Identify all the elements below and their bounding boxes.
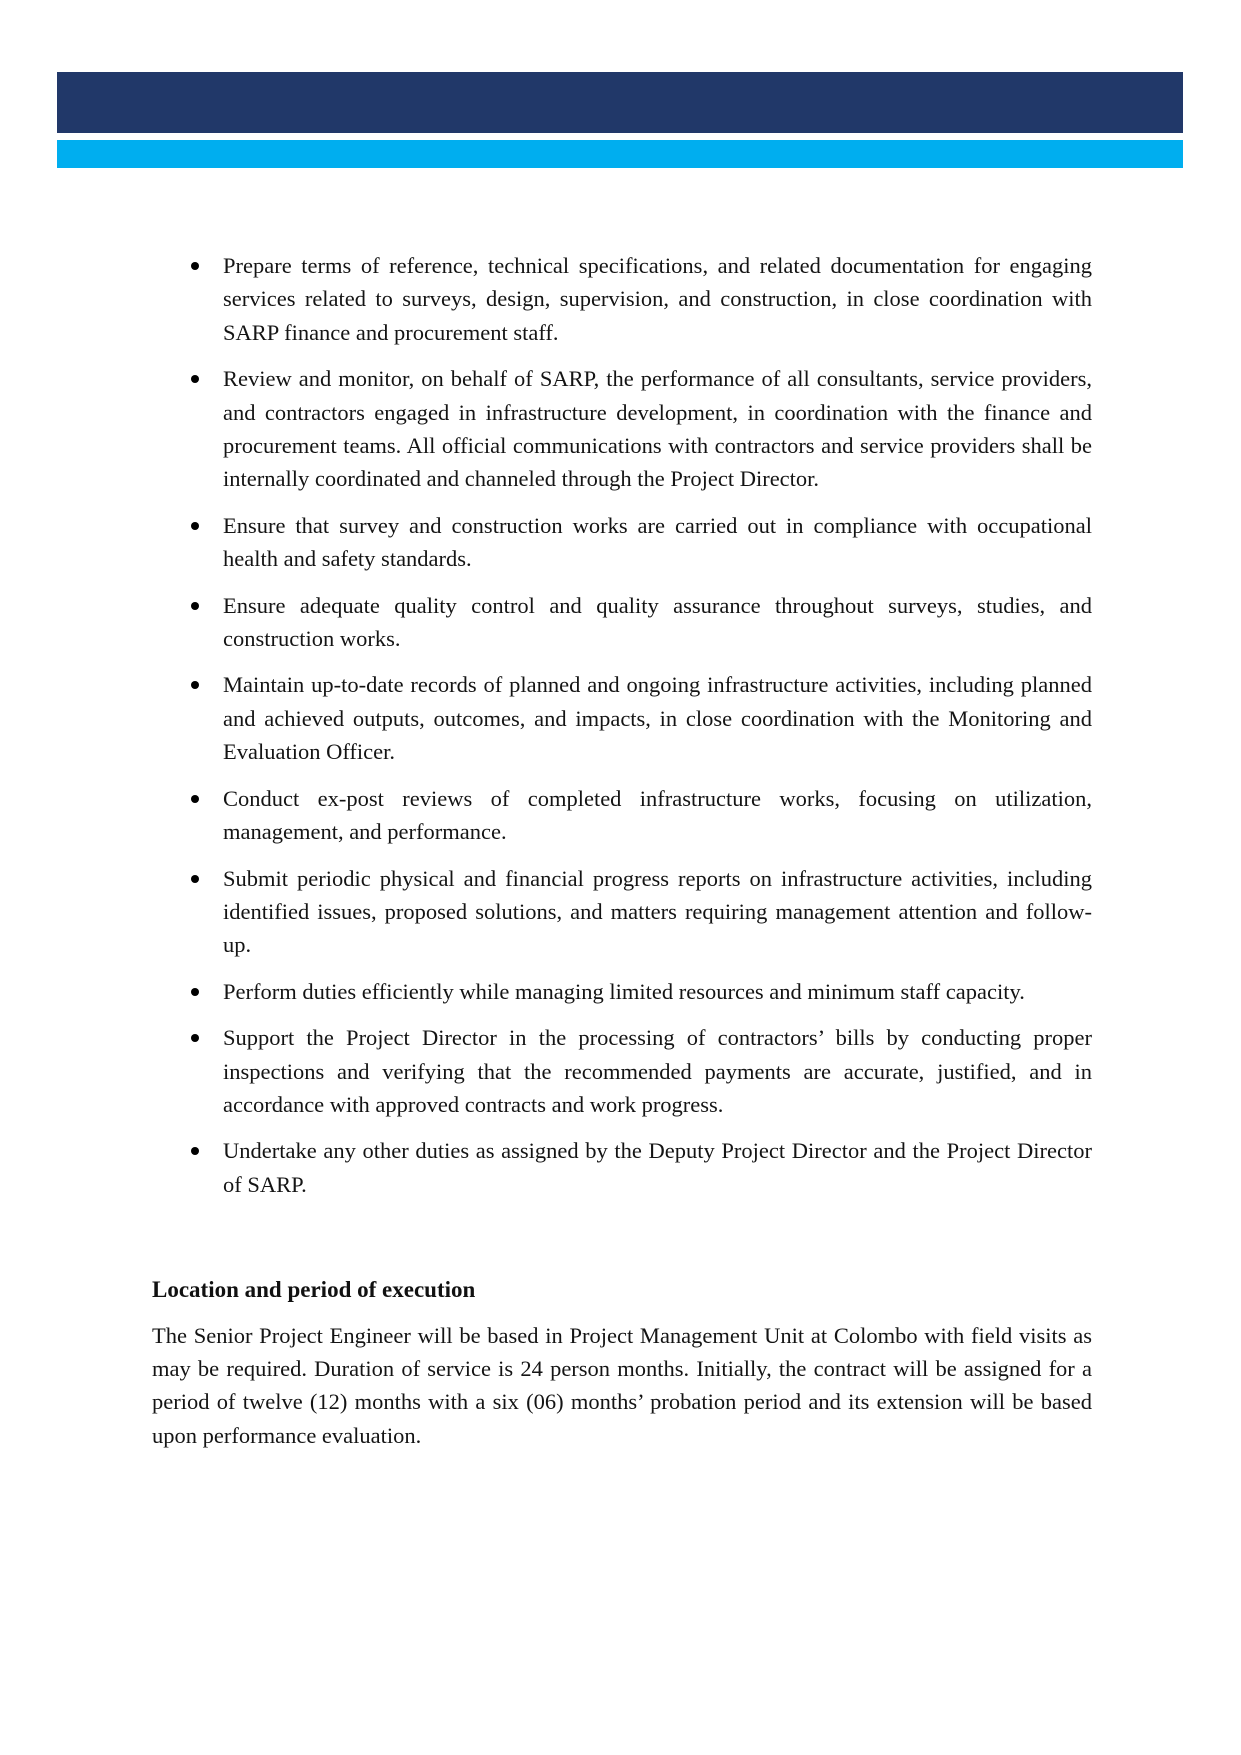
list-item [152,1134,1092,1201]
header-cyan-bar [57,140,1183,168]
list-item [152,975,1092,1008]
bullet-dot-icon [191,262,199,270]
bullet-text: Submit periodic physical and financial progress reports on infrastructure activities, including identified issues, proposed solutions, and matters requiring management attention and follow-up. [223,865,1092,958]
section-paragraph: The Senior Project Engineer will be based in Project Management Unit at Colombo with field visits as may be required. Duration of service is 24 person months. Initially, the contract will be assigned for a period of twelve (12) months with a six (06) months’ probation period and its extension will be based upon performance evaluation. [152,1322,1092,1448]
bullet-dot-icon [191,875,199,883]
header-navy-bar [57,72,1183,133]
bullet-text: Perform duties efficiently while managing limited resources and minimum staff capacity. [223,978,1025,1004]
bullet-dot-icon [191,988,199,996]
bullet-text: Conduct ex-post reviews of completed infrastructure works, focusing on utilization, management, and performance. [223,785,1092,845]
list-item [152,362,1092,496]
bullet-text: Support the Project Director in the processing of contractors’ bills by conducting proper inspections and verifying that the recommended payments are accurate, justified, and in accordance with approved contracts and work progress. [223,1025,1092,1117]
bullet-text: Maintain up-to-date records of planned and ongoing infrastructure activities, including planned and achieved outputs, outcomes, and impacts, in close coordination with the Monitoring and Evaluation Officer. [223,672,1092,765]
list-item [152,782,1092,849]
section-heading: Location and period of execution [152,1277,476,1303]
bullet-dot-icon [191,681,199,689]
list-item [152,589,1092,656]
bullet-dot-icon [191,375,199,383]
bullet-dot-icon [191,602,199,610]
bullet-dot-icon [191,522,199,530]
bullet-text: Prepare terms of reference, technical specifications, and related documentation for engaging services related to surveys, design, supervision, and construction, in close coordination with SARP finance and procurement staff. [223,253,1092,345]
list-item [152,1021,1092,1121]
page-content [152,168,1092,1452]
bullet-dot-icon [191,1034,199,1042]
bullet-dot-icon [191,1147,199,1155]
bullet-text: Ensure adequate quality control and quality assurance throughout surveys, studies, and construction works. [223,592,1092,652]
list-item [152,668,1092,768]
bullet-text: Review and monitor, on behalf of SARP, the performance of all consultants, service providers, and contractors engaged in infrastructure development, in coordination with the finance and procurement teams. All official communications with contractors and service providers shall be internally coordinated and channeled through the Project Director. [223,366,1092,492]
bullet-dot-icon [191,795,199,803]
bullet-text: Undertake any other duties as assigned by the Deputy Project Director and the Project Director of SARP. [223,1138,1092,1197]
list-item [152,249,1092,349]
list-item [152,862,1092,962]
duties-bullet-list [152,249,1092,1201]
bullet-text: Ensure that survey and construction works are carried out in compliance with occupational health and safety standards. [223,512,1092,572]
list-item [152,509,1092,576]
